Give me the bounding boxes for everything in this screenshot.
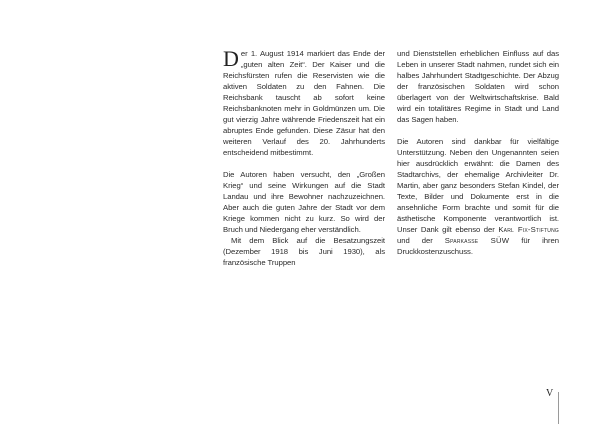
sponsor-foundation: Karl Fix-Stiftung [498,225,559,234]
paragraph-intro-text: er 1. August 1914 markiert das Ende der „guten alten Zeit“. Der Kaiser und die Reichsfürsten rufen die Reservisten wie die aktiven Soldaten zu den Fahnen. Die Reichsbank tauscht ab sofort keine Reichsbanknoten mehr in Goldmünzen um. Die gut vierzig Jahre währende Friedenszeit hat ein abruptes Ende gefunden. Diese Zäsur hat den weiteren Verlauf des 20. Jahrhunderts entscheidend mitbestimmt. [223,49,385,157]
acknowledgements-text: Die Autoren sind dankbar für vielfältige Unterstützung. Neben den Ungenannten seien hier ausdrücklich erwähnt: die Damen des Stadtarchivs, der ehemalige Archivleiter Dr. Martin, aber ganz besonders Stefan Kindel, der Texte, Bilder und Dokumente erst in die ansehnliche Form brachte und somit für die ästhetische Komponente verantwortlich ist. Unser Dank gilt ebenso der [397,137,559,234]
paragraph-continuation: und Dienststellen erheblichen Einfluss auf das Leben in unserer Stadt nahmen, rundet sich ein halbes Jahrhundert Stadtgeschichte. Der Abzug der französischen Soldaten wird schon überlagert von der Weltwirtschaftskrise. Bald wird ein totalitäres Regime in Stadt und Land das Sagen haben. [397,49,559,124]
text-column-left [223,48,385,279]
drop-cap: D [223,46,239,71]
page-number: V [546,388,554,399]
page-number-rule [558,392,559,424]
sponsor-bank: Sparkasse SÜW [444,236,510,245]
paragraph-occupation: Mit dem Blick auf die Besatzungszeit (Dezember 1918 bis Juni 1930), als französische Truppen [223,236,385,267]
text-column-right [397,48,559,268]
acknowledgements-closing: für ihren Druckkostenzuschuss. [397,236,559,256]
paragraph-authors: Die Autoren haben versucht, den „Großen Krieg“ und seine Wirkungen auf die Stadt Landau und ihre Bewohner nachzuzeichnen. Aber auch die guten Jahre der Stadt vor dem Kriege kommen nicht zu kurz. So wird der Bruch und Niedergang eher verständlich. [223,170,385,234]
paragraph-acknowledgements [397,136,559,257]
paragraph-intro [223,48,385,158]
acknowledgements-connector: und der [397,236,433,245]
